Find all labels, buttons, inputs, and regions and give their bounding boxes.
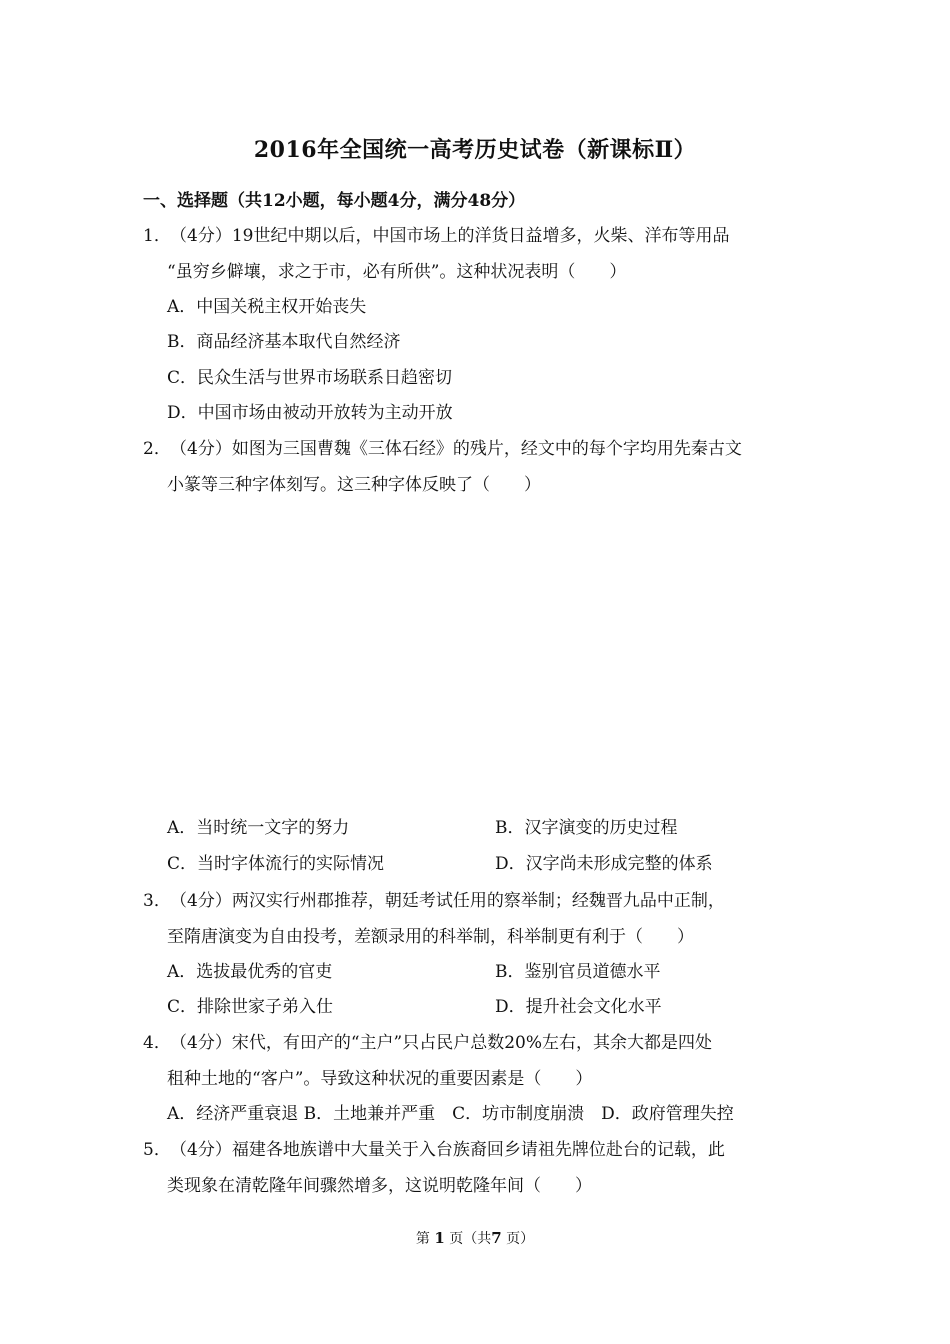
option-d: D．汉字尚未形成完整的体系 [495,854,713,874]
footer-prefix: 第 [415,1231,430,1247]
option-c: C．当时字体流行的实际情况 [167,854,385,874]
total-pages: 7 [491,1229,502,1247]
question-5-line-2: 类现象在清乾隆年间骤然增多，这说明乾隆年间（ ） [167,1176,592,1196]
option-c: C．排除世家子弟入仕 [167,997,334,1017]
option-a: A．中国关税主权开始丧失 [167,297,367,317]
question-text: （4分）宋代，有田产的“主户”只占民户总数20%左右，其余大都是四处 [170,1033,712,1053]
option-c: C．民众生活与世界市场联系日趋密切 [167,368,453,388]
question-number: 2． [143,439,171,459]
question-4-line-2: 租种土地的“客户”。导致这种状况的重要因素是（ ） [167,1069,593,1089]
question-number: 3． [143,891,171,911]
option-a: A．选拔最优秀的官吏 [167,962,333,982]
options-row: A．经济严重衰退 B．土地兼并严重 C．坊市制度崩溃 D．政府管理失控 [167,1104,734,1124]
option-b: B．汉字演变的历史过程 [495,818,678,838]
question-2-line-2: 小篆等三种字体刻写。这三种字体反映了（ ） [167,475,541,495]
option-d: D．提升社会文化水平 [495,997,662,1017]
option-b: B．鉴别官员道德水平 [495,962,661,982]
question-1-line-2: “虽穷乡僻壤，求之于市，必有所供”。这种状况表明（ ） [167,262,627,282]
section-heading: 一、选择题（共12小题，每小题4分，满分48分） [143,191,526,211]
page-footer [0,1228,950,1248]
option-d: D．中国市场由被动开放转为主动开放 [167,403,453,423]
question-number: 5． [143,1140,171,1160]
page-title: 2016年全国统一高考历史试卷（新课标Ⅱ） [253,137,697,163]
option-b: B．商品经济基本取代自然经济 [167,332,401,352]
question-2-line-1 [143,437,742,461]
question-number: 4． [143,1033,171,1053]
question-3-line-1 [143,889,725,913]
footer-mid: 页（共 [449,1231,492,1247]
page-number: 1 [434,1229,445,1247]
question-5-line-1 [143,1138,725,1162]
footer-suffix: 页） [506,1231,535,1247]
option-a: A．当时统一文字的努力 [167,818,350,838]
question-text: （4分）福建各地族谱中大量关于入台族裔回乡请祖先牌位赴台的记载，此 [170,1140,725,1160]
figure-placeholder [170,508,790,798]
question-4-line-1 [143,1031,712,1055]
question-text: （4分）19世纪中期以后，中国市场上的洋货日益增多，火柴、洋布等用品 [170,226,730,246]
question-text: （4分）如图为三国曹魏《三体石经》的残片，经文中的每个字均用先秦古文 [170,439,742,459]
question-text: （4分）两汉实行州郡推荐，朝廷考试任用的察举制；经魏晋九品中正制， [170,891,725,911]
question-3-line-2: 至隋唐演变为自由投考，差额录用的科举制，科举制更有利于（ ） [167,927,694,947]
question-number: 1． [143,226,171,246]
question-1-line-1 [143,224,729,248]
